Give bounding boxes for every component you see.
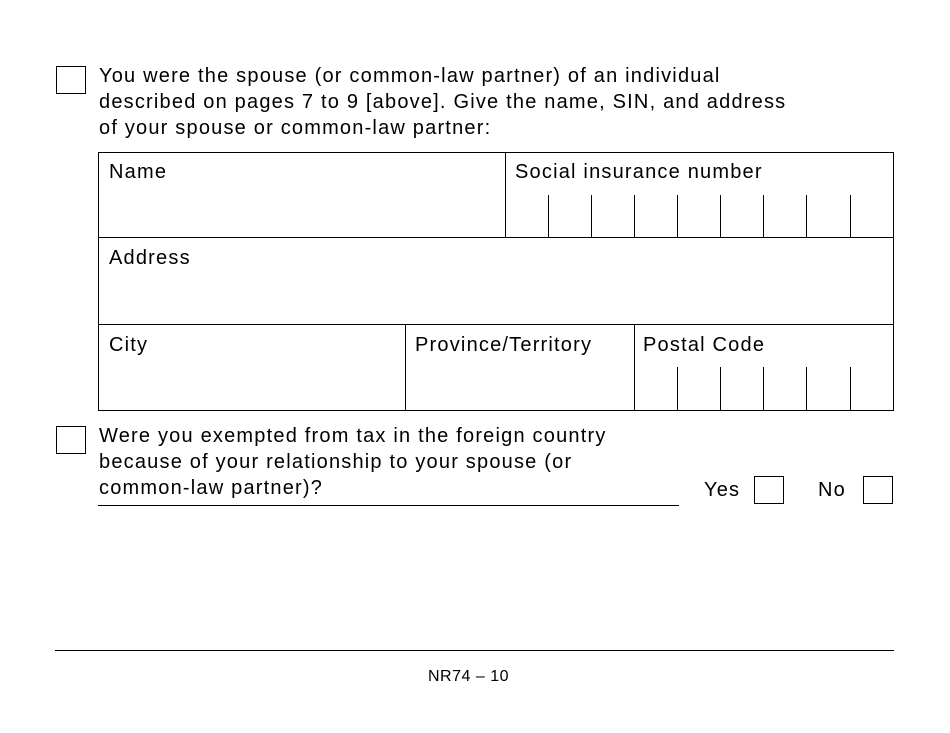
form-column-divider	[405, 324, 406, 411]
name-field[interactable]	[100, 186, 504, 236]
spouse-option-line: of your spouse or common-law partner:	[99, 117, 492, 139]
postal-code-field[interactable]	[636, 368, 892, 409]
form-border-right	[893, 152, 894, 411]
form-border-left	[98, 152, 99, 411]
exemption-question-text	[99, 423, 607, 501]
exemption-option-checkbox[interactable]	[56, 426, 86, 454]
form-border-top	[98, 152, 894, 153]
address-field[interactable]	[100, 272, 892, 322]
no-label: No	[818, 479, 846, 501]
form-border-bottom	[98, 410, 894, 411]
form-row-divider	[98, 324, 894, 325]
province-field[interactable]	[407, 359, 633, 409]
no-checkbox[interactable]	[863, 476, 893, 504]
sin-label: Social insurance number	[515, 161, 763, 183]
spouse-option-line: described on pages 7 to 9 [above]. Give the name, SIN, and address	[99, 91, 787, 113]
exemption-question-line: common-law partner)?	[99, 477, 324, 499]
form-row-divider	[98, 237, 894, 238]
postal-code-label: Postal Code	[643, 334, 766, 356]
footer-rule	[55, 650, 894, 651]
city-label: City	[109, 334, 149, 356]
exemption-question-line: because of your relationship to your spouse (or	[99, 451, 573, 473]
yes-label: Yes	[704, 479, 741, 501]
province-label: Province/Territory	[415, 334, 593, 356]
form-column-divider	[505, 152, 506, 238]
spouse-option-checkbox[interactable]	[56, 66, 86, 94]
spouse-option-line: You were the spouse (or common-law partner) of an individual	[99, 65, 721, 87]
exemption-underline	[98, 505, 679, 506]
spouse-option-text	[99, 63, 786, 141]
name-label: Name	[109, 161, 168, 183]
city-field[interactable]	[100, 359, 404, 409]
exemption-question-line: Were you exempted from tax in the foreign country	[99, 425, 607, 447]
yes-checkbox[interactable]	[754, 476, 784, 504]
form-column-divider	[634, 324, 635, 411]
address-label: Address	[109, 247, 191, 269]
page-number: NR74 – 10	[428, 668, 509, 685]
sin-field[interactable]	[507, 196, 892, 236]
